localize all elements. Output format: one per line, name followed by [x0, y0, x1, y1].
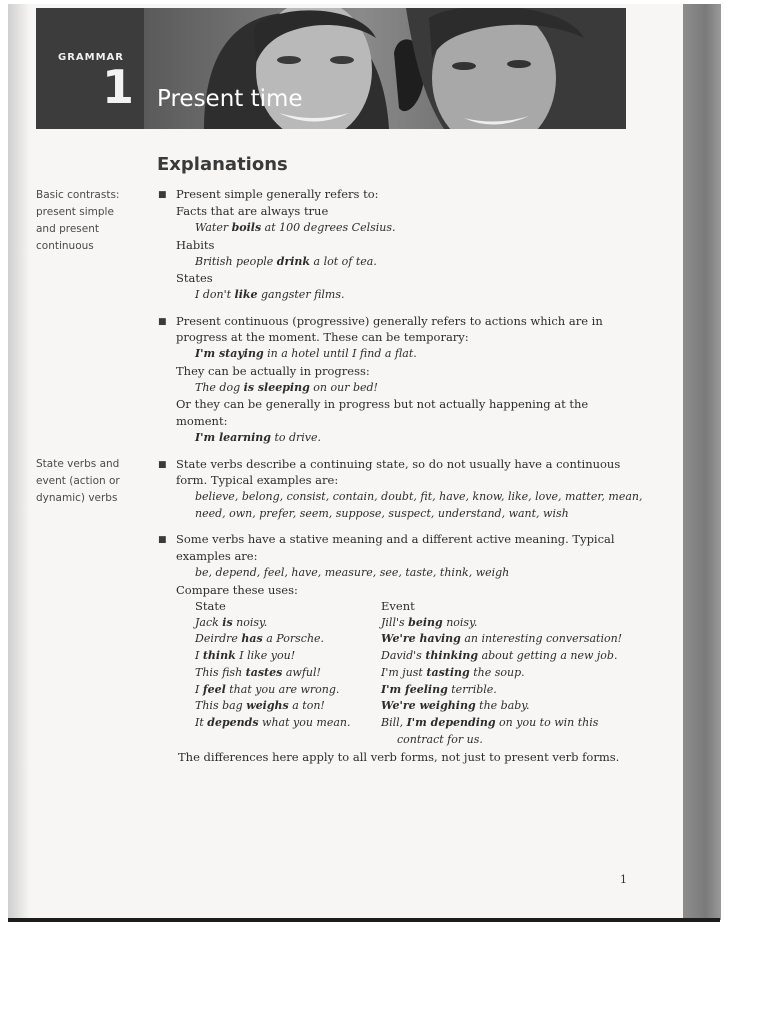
- example-sentence: I don't like gangster films.: [195, 288, 345, 301]
- present-continuous-intro: Present continuous (progressive) generally refers to actions which are in: [176, 314, 603, 328]
- unit-title: Present time: [157, 86, 303, 112]
- grammar-label: GRAMMAR: [58, 52, 124, 63]
- event-example: Jill's being noisy.: [381, 616, 478, 629]
- example-sentence: Water boils at 100 degrees Celsius.: [195, 221, 396, 234]
- stative-active-text: Some verbs have a stative meaning and a different active meaning. Typical: [176, 532, 615, 546]
- side-note-line: and present: [36, 223, 100, 235]
- present-simple-intro: Present simple generally refers to:: [176, 187, 379, 201]
- bullet-icon: ■: [158, 190, 167, 200]
- unit-header-banner: [36, 8, 626, 129]
- event-example-continuation: contract for us.: [397, 733, 483, 746]
- event-example: We're having an interesting conversation!: [381, 632, 623, 645]
- unit-number: 1: [102, 60, 135, 114]
- facts-label: Facts that are always true: [176, 204, 329, 218]
- state-example: I feel that you are wrong.: [195, 683, 340, 696]
- bullet-icon: ■: [158, 535, 167, 545]
- bullet-icon: ■: [158, 317, 167, 327]
- states-label: States: [176, 271, 213, 285]
- event-example: I'm feeling terrible.: [381, 683, 497, 696]
- event-example: We're weighing the baby.: [381, 699, 530, 712]
- example-sentence: British people drink a lot of tea.: [195, 255, 377, 268]
- side-note-line: Basic contrasts:: [36, 189, 120, 201]
- bullet-icon: ■: [158, 460, 167, 470]
- habits-label: Habits: [176, 238, 215, 252]
- state-example: This fish tastes awful!: [195, 666, 321, 679]
- side-note-line: event (action or: [36, 475, 120, 487]
- stative-active-text: examples are:: [176, 549, 258, 563]
- event-example: I'm just tasting the soup.: [381, 666, 525, 679]
- side-note-line: dynamic) verbs: [36, 492, 118, 504]
- event-example: David's thinking about getting a new job.: [381, 649, 618, 662]
- verb-list: believe, belong, consist, contain, doubt, fit, have, know, like, love, matter, mean,: [195, 490, 643, 503]
- event-column-header: Event: [381, 599, 415, 613]
- verb-list: need, own, prefer, seem, suppose, suspect, understand, want, wish: [195, 507, 569, 520]
- compare-label: Compare these uses:: [176, 583, 298, 597]
- state-column-header: State: [195, 599, 226, 613]
- side-note-basic-contrasts: [36, 187, 146, 255]
- side-note-line: present simple: [36, 206, 114, 218]
- side-note-line: continuous: [36, 240, 94, 252]
- state-example: Deirdre has a Porsche.: [195, 632, 325, 645]
- general-label: moment:: [176, 414, 228, 428]
- event-example: Bill, I'm depending on you to win this: [381, 716, 599, 729]
- page-number: 1: [620, 873, 627, 886]
- side-note-state-verbs: [36, 456, 146, 507]
- actual-label: They can be actually in progress:: [176, 364, 370, 378]
- example-sentence: The dog is sleeping on our bed!: [195, 381, 378, 394]
- page-bottom-border: [8, 918, 720, 922]
- closing-note: The differences here apply to all verb forms, not just to present verb forms.: [178, 750, 620, 764]
- side-note-line: State verbs and: [36, 458, 120, 470]
- page-gutter-shadow: [8, 4, 30, 922]
- section-heading: Explanations: [157, 154, 288, 175]
- state-verbs-text: form. Typical examples are:: [176, 473, 339, 487]
- verb-list: be, depend, feel, have, measure, see, taste, think, weigh: [195, 566, 510, 579]
- book-edge: [683, 4, 721, 920]
- state-example: Jack is noisy.: [195, 616, 268, 629]
- state-example: It depends what you mean.: [195, 716, 351, 729]
- example-sentence: I'm staying in a hotel until I find a flat.: [195, 347, 417, 360]
- example-sentence: I'm learning to drive.: [195, 431, 322, 444]
- state-example: I think I like you!: [195, 649, 296, 662]
- state-example: This bag weighs a ton!: [195, 699, 325, 712]
- general-label: Or they can be generally in progress but not actually happening at the: [176, 397, 589, 411]
- state-verbs-text: State verbs describe a continuing state, so do not usually have a continuous: [176, 457, 621, 471]
- present-continuous-intro: progress at the moment. These can be temporary:: [176, 330, 469, 344]
